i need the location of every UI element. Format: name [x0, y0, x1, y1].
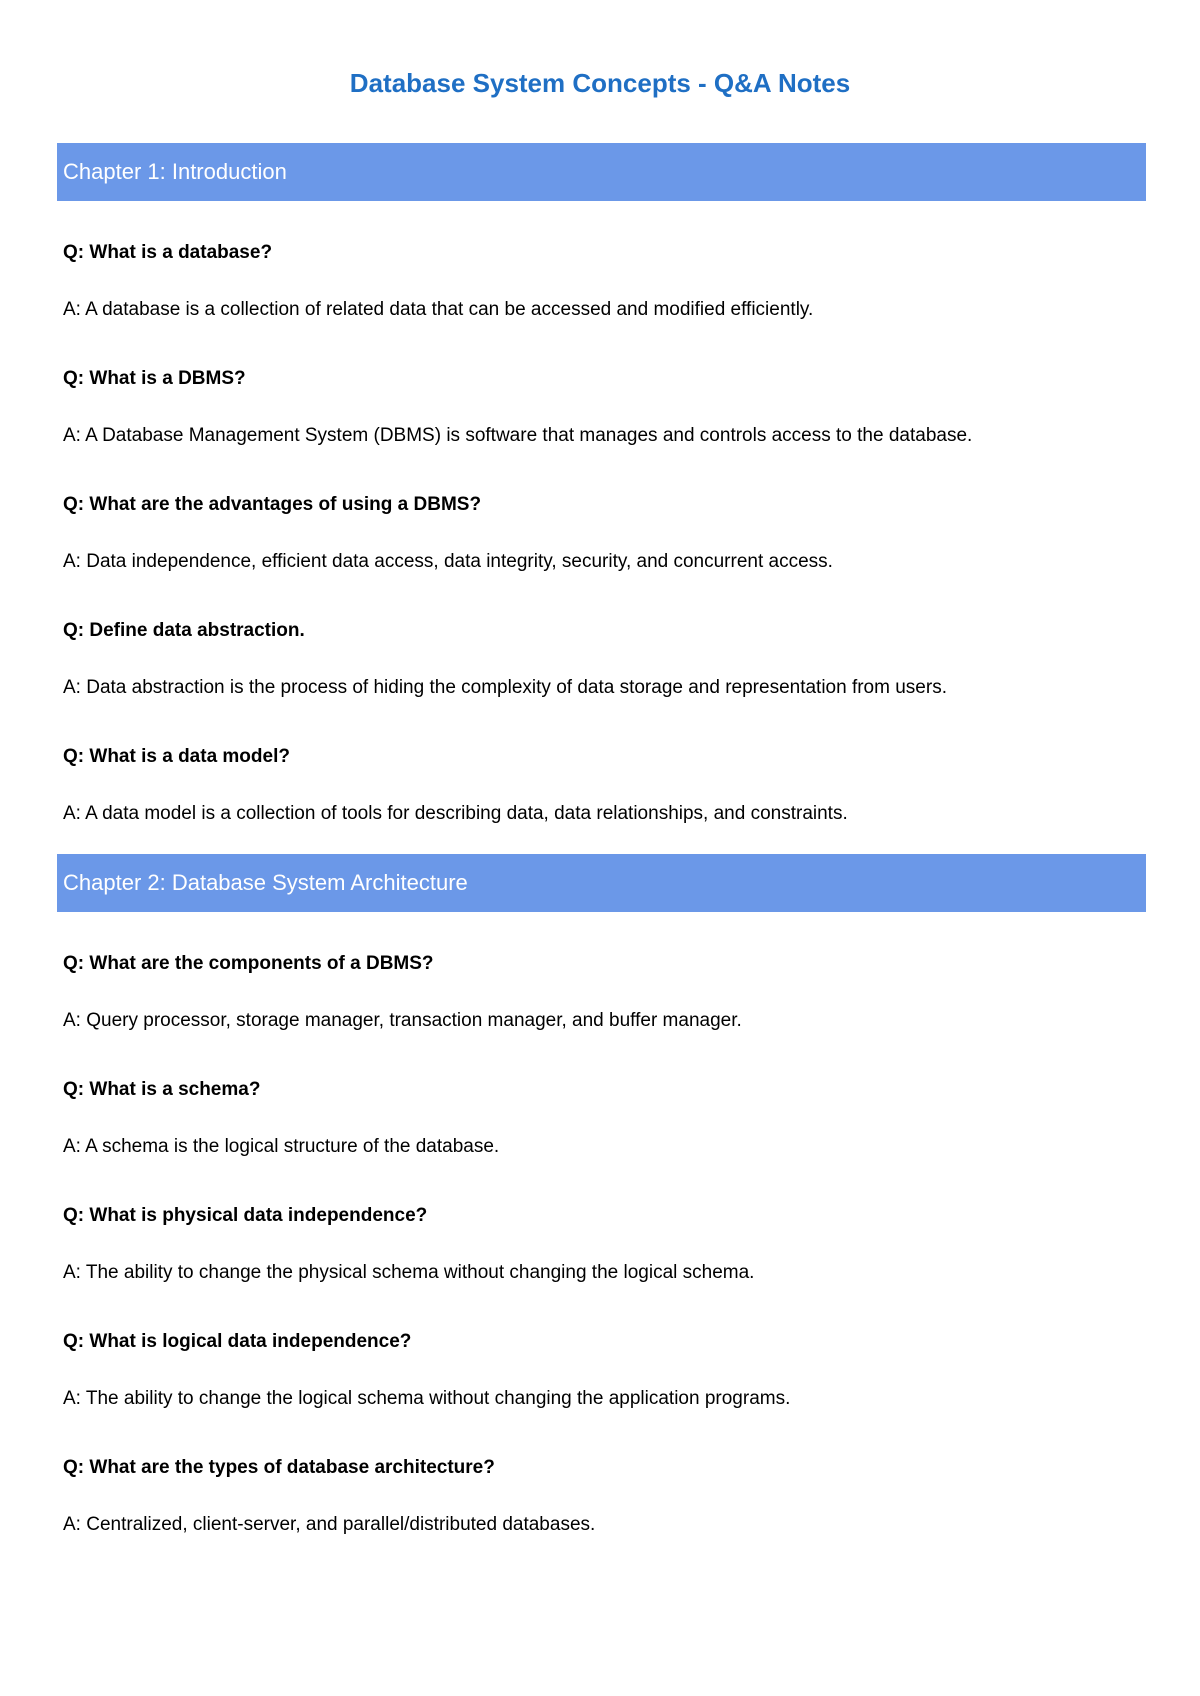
answer-text: A: A data model is a collection of tools for describing data, data relationships, and constraints. [63, 803, 848, 824]
question-text: Q: What is a schema? [63, 1079, 261, 1100]
question-text: Q: What is a DBMS? [63, 368, 246, 389]
chapter-heading-1: Chapter 1: Introduction [57, 143, 1146, 201]
answer-text: A: Query processor, storage manager, transaction manager, and buffer manager. [63, 1010, 742, 1031]
question-text: Q: What are the components of a DBMS? [63, 953, 434, 974]
question-text: Q: What is physical data independence? [63, 1205, 428, 1226]
question-text: Q: What is a data model? [63, 746, 290, 767]
page-title: Database System Concepts - Q&A Notes [349, 68, 851, 98]
answer-text: A: The ability to change the logical schema without changing the application programs. [63, 1388, 791, 1409]
question-text: Q: What is logical data independence? [63, 1331, 412, 1352]
question-text: Q: What are the types of database architecture? [63, 1457, 495, 1478]
answer-text: A: A schema is the logical structure of the database. [63, 1136, 500, 1157]
answer-text: A: Centralized, client-server, and parallel/distributed databases. [63, 1514, 596, 1535]
chapter-heading-2: Chapter 2: Database System Architecture [57, 854, 1146, 912]
question-text: Q: What are the advantages of using a DBMS? [63, 494, 482, 515]
answer-text: A: A Database Management System (DBMS) is software that manages and controls access to the database. [63, 425, 973, 446]
question-text: Q: Define data abstraction. [63, 620, 305, 641]
question-text: Q: What is a database? [63, 242, 273, 263]
answer-text: A: The ability to change the physical schema without changing the logical schema. [63, 1262, 755, 1283]
answer-text: A: Data independence, efficient data access, data integrity, security, and concurrent access. [63, 551, 833, 572]
answer-text: A: A database is a collection of related data that can be accessed and modified efficiently. [63, 299, 814, 320]
answer-text: A: Data abstraction is the process of hiding the complexity of data storage and representation from users. [63, 677, 947, 698]
